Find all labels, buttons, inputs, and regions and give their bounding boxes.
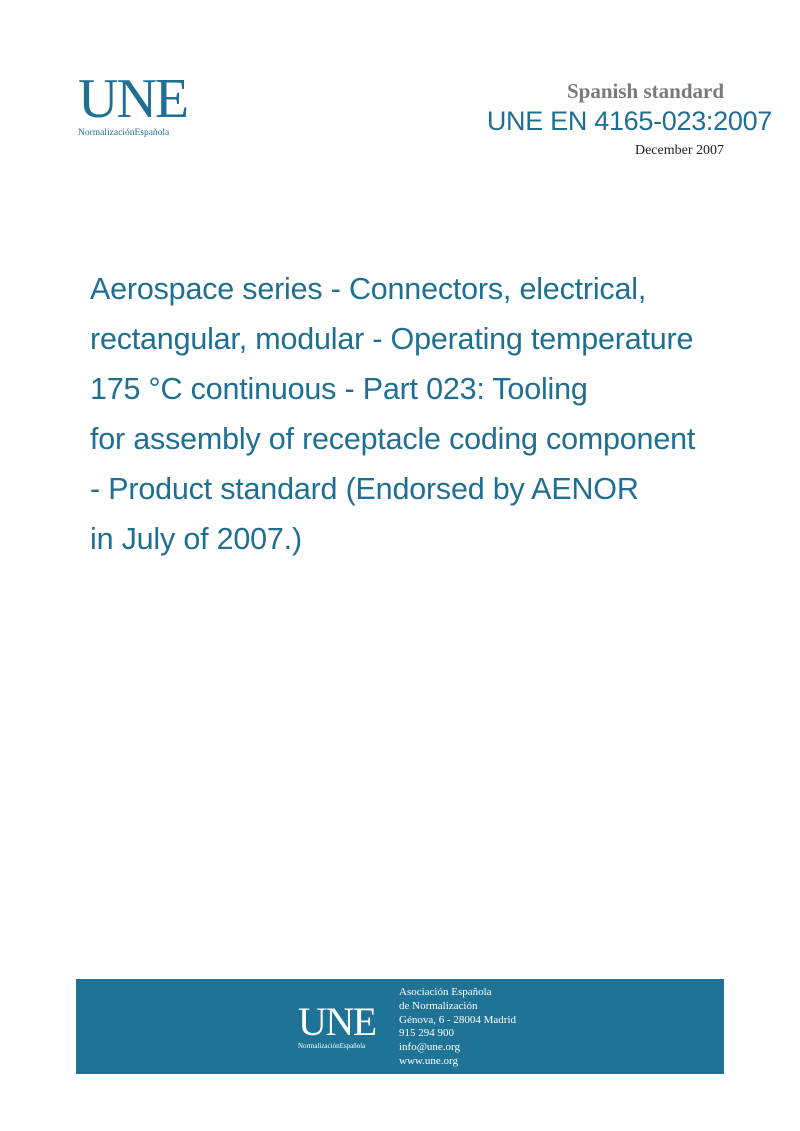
footer-logo-wordmark: UNE (298, 999, 376, 1044)
standard-code: UNE EN 4165-023:2007 (486, 106, 772, 136)
title-line: - Product standard (Endorsed by AENOR (90, 472, 639, 506)
une-logo (78, 68, 198, 138)
logo-subtitle-a: Normalización (78, 128, 135, 138)
footer-logo (298, 999, 388, 1050)
footer-contact-info (399, 986, 516, 1069)
document-title (90, 264, 770, 564)
standard-type: Spanish standard (567, 79, 724, 103)
org-email: info@une.org (399, 1041, 460, 1054)
footer-logo-subtitle-b: Española (339, 1042, 366, 1050)
standard-header (486, 78, 772, 162)
org-website: www.une.org (399, 1054, 458, 1067)
standard-date: December 2007 (634, 143, 724, 158)
title-line: Aerospace series - Connectors, electrical, (90, 272, 647, 306)
org-name-line1: Asociación Española (399, 986, 492, 998)
org-name-line2: de Normalización (399, 999, 478, 1012)
org-phone: 915 294 900 (399, 1027, 454, 1040)
footer-banner (76, 979, 724, 1074)
title-line: 175 °C continuous - Part 023: Tooling (90, 372, 588, 406)
title-line: for assembly of receptacle coding component (90, 422, 696, 456)
logo-subtitle-b: Española (134, 128, 170, 138)
title-line: in July of 2007.) (90, 522, 302, 556)
logo-wordmark: UNE (78, 68, 188, 130)
title-line: rectangular, modular - Operating temperature (90, 322, 694, 356)
org-address: Génova, 6 - 28004 Madrid (399, 1013, 517, 1026)
footer-logo-subtitle-a: Normalización (298, 1042, 340, 1050)
